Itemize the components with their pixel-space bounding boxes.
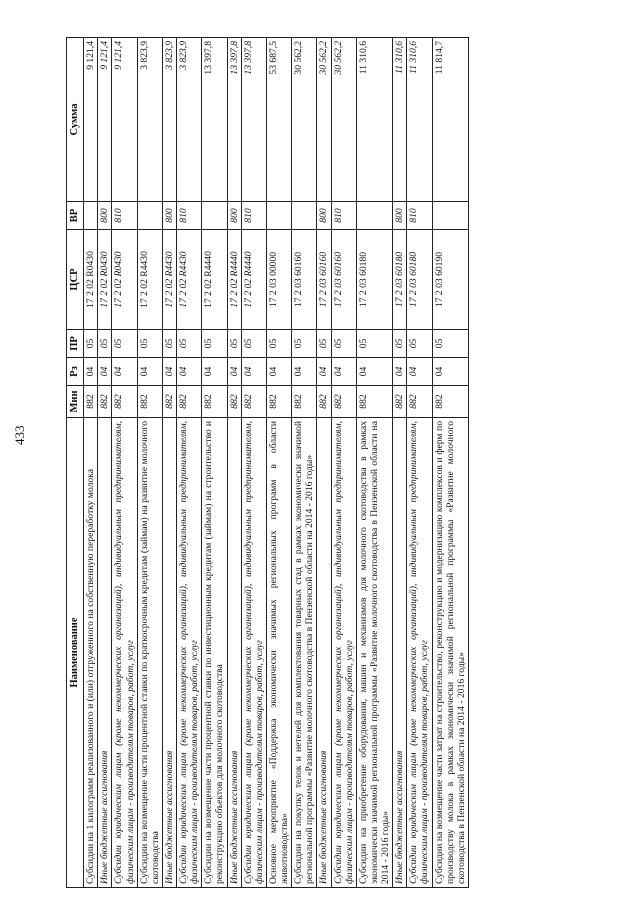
cell-sum: 13 397,8 — [227, 38, 241, 202]
cell-pr: 05 — [202, 330, 227, 358]
table-header-row — [67, 38, 84, 888]
cell-rz: 04 — [202, 358, 227, 386]
cell-csr: 17 2 03 60160 — [317, 230, 331, 330]
cell-rz: 04 — [112, 358, 137, 386]
cell-sum: 11 310,6 — [393, 38, 407, 202]
table-row — [292, 38, 317, 888]
cell-name: Основное мероприятие «Поддержка экономически значимых региональных программ в области животноводства» — [266, 418, 291, 888]
cell-name: Иные бюджетные ассигнования — [227, 418, 241, 888]
cell-vr: 800 — [317, 202, 331, 230]
cell-min: 882 — [241, 386, 266, 418]
cell-min: 882 — [227, 386, 241, 418]
cell-csr: 17 2 03 60160 — [292, 230, 317, 330]
cell-vr: 800 — [98, 202, 112, 230]
cell-name: Субсидии юридическим лицам (кроме некоммерческих организаций), индивидуальным предпринимателям, физическим лицам - производителям товаров, работ, услуг — [177, 418, 202, 888]
cell-min: 882 — [162, 386, 176, 418]
cell-pr: 05 — [393, 330, 407, 358]
table-row — [331, 38, 356, 888]
cell-pr: 05 — [317, 330, 331, 358]
cell-name: Иные бюджетные ассигнования — [317, 418, 331, 888]
table-row — [393, 38, 407, 888]
budget-table — [66, 37, 469, 888]
cell-name: Субсидии юридическим лицам (кроме некоммерческих организаций), индивидуальным предпринимателям, физическим лицам - производителям товаров, работ, услуг — [407, 418, 432, 888]
table-row — [98, 38, 112, 888]
cell-vr — [137, 202, 162, 230]
cell-vr: 810 — [112, 202, 137, 230]
table-row — [202, 38, 227, 888]
cell-rz: 04 — [177, 358, 202, 386]
cell-pr: 05 — [356, 330, 392, 358]
page-number: 433 — [12, 425, 27, 445]
table-row — [432, 38, 468, 888]
cell-csr: 17 2 02 R4430 — [177, 230, 202, 330]
cell-min: 882 — [356, 386, 392, 418]
cell-vr — [292, 202, 317, 230]
header-name: Наименование — [67, 418, 84, 888]
cell-vr: 810 — [407, 202, 432, 230]
cell-pr: 05 — [112, 330, 137, 358]
cell-sum: 11 814,7 — [432, 38, 468, 202]
cell-sum: 3 823,9 — [137, 38, 162, 202]
cell-rz: 04 — [393, 358, 407, 386]
cell-sum: 11 310,6 — [356, 38, 392, 202]
cell-vr: 800 — [227, 202, 241, 230]
cell-pr: 05 — [407, 330, 432, 358]
cell-name: Иные бюджетные ассигнования — [162, 418, 176, 888]
cell-vr: 810 — [331, 202, 356, 230]
cell-name: Субсидии на приобретение оборудования, машин и механизмов для молочного скотоводства в рамках экономически значимой региональной программы «Развитие молочного скотоводства в Пензенской области на 2014 - 2016 годы» — [356, 418, 392, 888]
cell-sum: 30 562,2 — [331, 38, 356, 202]
cell-name: Субсидии на возмещение части процентной ставки по краткосрочным кредитам (займам) на развитие молочного скотоводства — [137, 418, 162, 888]
cell-sum: 13 397,8 — [241, 38, 266, 202]
cell-pr: 05 — [84, 330, 98, 358]
cell-pr: 05 — [162, 330, 176, 358]
cell-min: 882 — [84, 386, 98, 418]
cell-vr — [266, 202, 291, 230]
header-min: Мин — [67, 386, 84, 418]
cell-name: Иные бюджетные ассигнования — [393, 418, 407, 888]
cell-csr: 17 2 03 60190 — [432, 230, 468, 330]
cell-pr: 05 — [292, 330, 317, 358]
header-sum: Сумма — [67, 38, 84, 202]
table-row — [356, 38, 392, 888]
cell-pr: 05 — [432, 330, 468, 358]
cell-name: Субсидии юридическим лицам (кроме некоммерческих организаций), индивидуальным предпринимателям, физическим лицам - производителям товаров, работ, услуг — [112, 418, 137, 888]
cell-pr: 05 — [98, 330, 112, 358]
cell-rz: 04 — [227, 358, 241, 386]
cell-name: Субсидии на 1 килограмм реализованного и (или) отгруженного на собственную переработку молока — [84, 418, 98, 888]
cell-min: 882 — [202, 386, 227, 418]
cell-pr: 05 — [331, 330, 356, 358]
cell-sum: 9 121,4 — [112, 38, 137, 202]
cell-pr: 05 — [266, 330, 291, 358]
cell-name: Субсидии юридическим лицам (кроме некоммерческих организаций), индивидуальным предпринимателям, физическим лицам - производителям товаров, работ, услуг — [331, 418, 356, 888]
cell-name: Субсидии на возмещение части процентной ставки по инвестиционным кредитам (займам) на строительство и реконструкцию объектов для молочного скотоводства — [202, 418, 227, 888]
cell-min: 882 — [407, 386, 432, 418]
cell-sum: 53 687,5 — [266, 38, 291, 202]
cell-min: 882 — [317, 386, 331, 418]
cell-csr: 17 2 02 R0430 — [98, 230, 112, 330]
table-row — [266, 38, 291, 888]
rotated-page-content — [66, 38, 586, 888]
header-pr: ПР — [67, 330, 84, 358]
cell-vr — [356, 202, 392, 230]
cell-vr: 810 — [177, 202, 202, 230]
cell-rz: 04 — [356, 358, 392, 386]
cell-sum: 30 562,2 — [292, 38, 317, 202]
cell-sum: 11 310,6 — [407, 38, 432, 202]
cell-sum: 30 562,2 — [317, 38, 331, 202]
cell-csr: 17 2 02 R0430 — [84, 230, 98, 330]
table-row — [112, 38, 137, 888]
table-row — [177, 38, 202, 888]
table-row — [137, 38, 162, 888]
cell-pr: 05 — [137, 330, 162, 358]
cell-csr: 17 2 03 60180 — [407, 230, 432, 330]
cell-min: 882 — [177, 386, 202, 418]
cell-vr — [84, 202, 98, 230]
cell-name: Субсидии на возмещение части затрат на строительство, реконструкцию и модернизацию комплексов и ферм по производству молока в рамках экономически значимой региональной программы «Развитие молочного скотоводства в Пензенской области на 2014 - 2016 годы» — [432, 418, 468, 888]
cell-sum: 13 397,8 — [202, 38, 227, 202]
table-row — [84, 38, 98, 888]
cell-csr: 17 2 02 R4440 — [227, 230, 241, 330]
header-rz: Рз — [67, 358, 84, 386]
cell-name: Субсидии на покупку телок и нетелей для комплектования товарных стад в рамках экономически значимой региональной программы «Развитие молочного скотоводства в Пензенской области на 2014 - 2016 годы» — [292, 418, 317, 888]
cell-rz: 04 — [331, 358, 356, 386]
cell-csr: 17 2 03 60160 — [331, 230, 356, 330]
cell-min: 882 — [112, 386, 137, 418]
cell-name: Субсидии юридическим лицам (кроме некоммерческих организаций), индивидуальным предпринимателям, физическим лицам - производителям товаров, работ, услуг — [241, 418, 266, 888]
cell-min: 882 — [393, 386, 407, 418]
cell-csr: 17 2 03 60180 — [356, 230, 392, 330]
cell-vr: 800 — [162, 202, 176, 230]
cell-min: 882 — [98, 386, 112, 418]
table-row — [227, 38, 241, 888]
cell-sum: 3 823,9 — [177, 38, 202, 202]
cell-min: 882 — [432, 386, 468, 418]
cell-rz: 04 — [162, 358, 176, 386]
cell-vr: 800 — [393, 202, 407, 230]
cell-csr: 17 2 03 00000 — [266, 230, 291, 330]
cell-csr: 17 2 03 60180 — [393, 230, 407, 330]
cell-sum: 9 121,4 — [98, 38, 112, 202]
cell-csr: 17 2 02 R4430 — [137, 230, 162, 330]
cell-pr: 05 — [177, 330, 202, 358]
cell-rz: 04 — [432, 358, 468, 386]
cell-rz: 04 — [317, 358, 331, 386]
cell-csr: 17 2 02 R4430 — [162, 230, 176, 330]
cell-csr: 17 2 02 R4440 — [202, 230, 227, 330]
cell-min: 882 — [292, 386, 317, 418]
cell-sum: 9 121,4 — [84, 38, 98, 202]
cell-csr: 17 2 02 R4440 — [241, 230, 266, 330]
cell-min: 882 — [331, 386, 356, 418]
cell-pr: 05 — [227, 330, 241, 358]
header-csr: ЦСР — [67, 230, 84, 330]
header-vr: ВР — [67, 202, 84, 230]
cell-sum: 3 823,9 — [162, 38, 176, 202]
cell-rz: 04 — [266, 358, 291, 386]
cell-rz: 04 — [292, 358, 317, 386]
cell-min: 882 — [266, 386, 291, 418]
cell-min: 882 — [137, 386, 162, 418]
cell-rz: 04 — [98, 358, 112, 386]
cell-vr — [432, 202, 468, 230]
table-row — [317, 38, 331, 888]
cell-rz: 04 — [84, 358, 98, 386]
cell-rz: 04 — [407, 358, 432, 386]
cell-csr: 17 2 02 R0430 — [112, 230, 137, 330]
table-row — [241, 38, 266, 888]
cell-pr: 05 — [241, 330, 266, 358]
table-row — [162, 38, 176, 888]
cell-name: Иные бюджетные ассигнования — [98, 418, 112, 888]
cell-vr: 810 — [241, 202, 266, 230]
cell-vr — [202, 202, 227, 230]
cell-rz: 04 — [241, 358, 266, 386]
table-row — [407, 38, 432, 888]
cell-rz: 04 — [137, 358, 162, 386]
